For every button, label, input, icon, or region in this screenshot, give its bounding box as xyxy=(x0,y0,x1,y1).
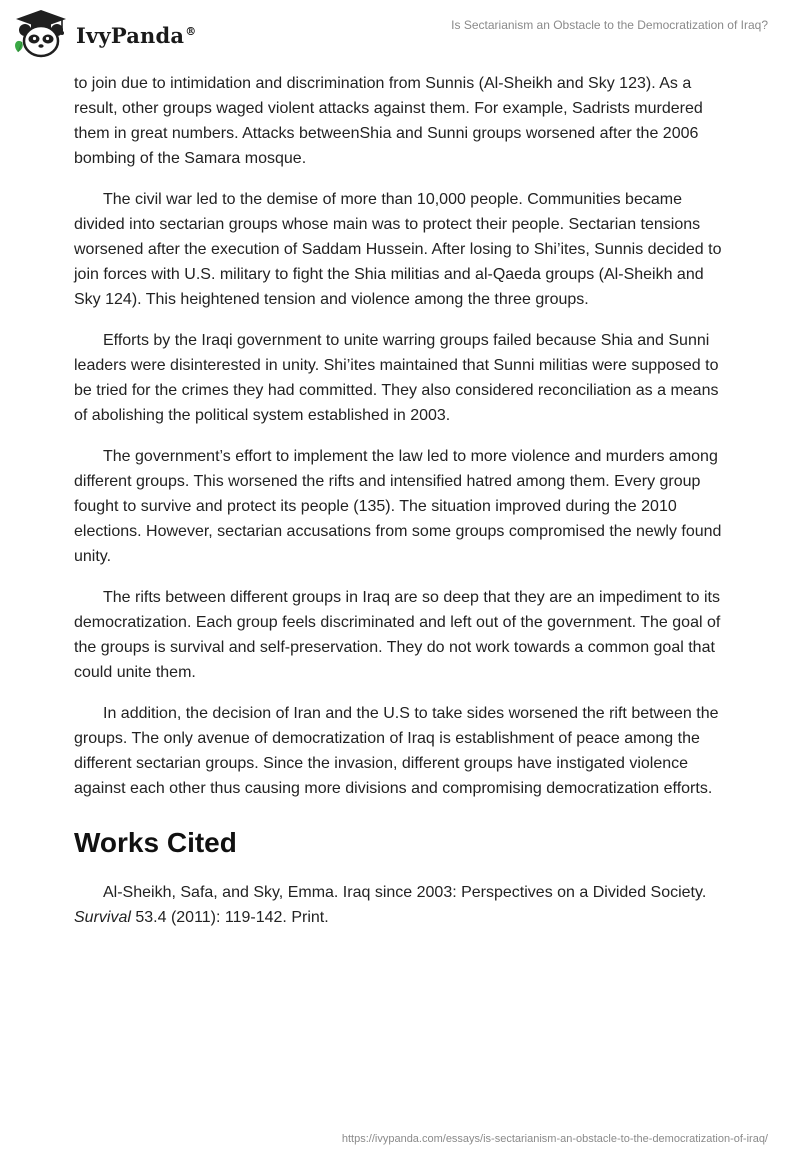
logo[interactable] xyxy=(12,8,196,58)
panda-logo-icon xyxy=(12,8,70,58)
citation-authors: Al-Sheikh, Safa, and Sky, Emma. Iraq since 2003: Perspectives on a Divided Society. xyxy=(103,884,707,901)
paragraph: The civil war led to the demise of more than 10,000 people. Communities became divided into sectarian groups whose main was to protect their people. Sectarian tensions worsened after the execution of Saddam Hussein. After losing to Shi’ites, Sunnis decided to join forces with U.S. military to fight the Shia militias and al-Qaeda groups (Al-Sheikh and Sky 124). This heightened tension and violence among the three groups. xyxy=(74,191,722,308)
paragraph-continued: to join due to intimidation and discrimination from Sunnis (Al-Sheikh and Sky 123). As a result, other groups waged violent attacks against them. For example, Sadrists murdered them in great numbers. Attacks betweenShia and Sunni groups worsened after the 2006 bombing of the Samara mosque. xyxy=(74,75,703,167)
paragraph: In addition, the decision of Iran and the U.S to take sides worsened the rift between the groups. The only avenue of democratization of Iraq is establishment of peace among the different sectarian groups. Since the invasion, different groups have instigated violence against each other thus causing more divisions and compromising democratization efforts. xyxy=(74,705,719,797)
paragraph: The rifts between different groups in Iraq are so deep that they are an impediment to its democratization. Each group feels discriminated and left out of the government. The goal of the groups is survival and self-preservation. They do not work towards a common goal that could unite them. xyxy=(74,589,721,681)
citation-details: 53.4 (2011): 119-142. Print. xyxy=(135,909,329,926)
citation-entry xyxy=(74,880,734,930)
paragraph: The government’s effort to implement the law led to more violence and murders among different groups. This worsened the rifts and intensified hatred among them. Every group fought to survive and protect its people (135). The situation improved during the 2010 elections. However, sectarian accusations from some groups compromised the newly found unity. xyxy=(74,448,722,565)
source-url[interactable]: https://ivypanda.com/essays/is-sectarianism-an-obstacle-to-the-democratization-of-iraq/ xyxy=(341,1133,768,1145)
citation-journal: Survival xyxy=(74,909,131,926)
brand-name: IvyPanda® xyxy=(76,22,197,48)
document-title: Is Sectarianism an Obstacle to the Democratization of Iraq? xyxy=(451,18,768,32)
essay-body xyxy=(74,71,734,946)
works-cited-heading: Works Cited xyxy=(74,827,237,858)
paragraph: Efforts by the Iraqi government to unite warring groups failed because Shia and Sunni leaders were disinterested in unity. Shi’ites maintained that Sunni militias were supposed to be tried for the crimes they had committed. They also considered reconciliation as a means of abolishing the political system established in 2003. xyxy=(74,332,719,424)
page-header xyxy=(0,0,800,70)
